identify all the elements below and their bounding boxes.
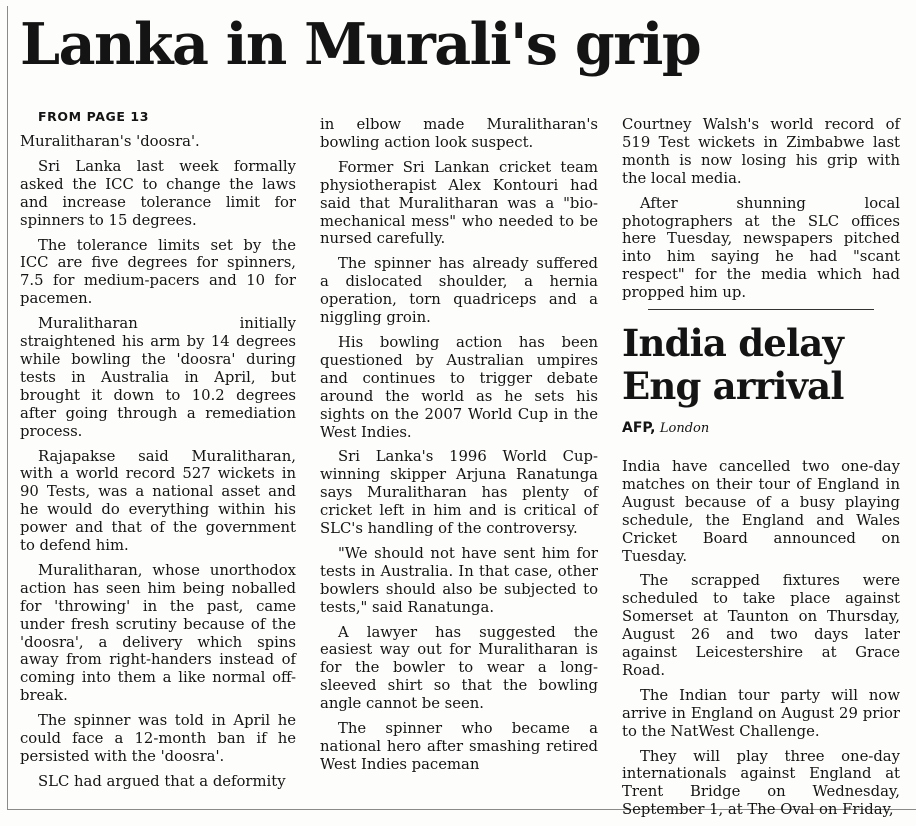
secondary-headline: [622, 322, 900, 408]
paragraph: Courtney Walsh's world record of 519 Test wickets in Zimbabwe last month is now losing his grip with the local media.: [622, 116, 900, 187]
paragraph: Muralitharan initially straightened his arm by 14 degrees while bowling the 'doosra' during tests in Australia in April, but brought it down to 10.2 degrees after going through a remediation process.: [20, 315, 296, 440]
paragraph: They will play three one-day internationals against England at Trent Bridge on Wednesday, September 1, at The Oval on Friday,: [622, 747, 900, 819]
story-divider: [648, 309, 874, 310]
article-column-1: [20, 108, 296, 798]
paragraph: The spinner was told in April he could face a 12-month ban if he persisted with the 'doosra'.: [20, 712, 296, 765]
article-column-3: [622, 116, 900, 826]
byline-place: London: [659, 421, 710, 437]
paragraph: Sri Lanka last week formally asked the ICC to change the laws and increase tolerance limit for spinners to 15 degrees.: [20, 157, 296, 229]
article-column-2: [320, 116, 598, 781]
paragraph: The tolerance limits set by the ICC are five degrees for spinners, 7.5 for medium-pacers and 10 for pacemen.: [20, 236, 296, 308]
paragraph: "We should not have sent him for tests in Australia. In that case, other bowlers should also be subjected to tests," said Ranatunga.: [320, 544, 598, 616]
paragraph: A lawyer has suggested the easiest way out for Muralitharan is for the bowler to wear a long-sleeved shirt so that the bowling angle cannot be seen.: [320, 623, 598, 713]
paragraph: Rajapakse said Muralitharan, with a world record 527 wickets in 90 Tests, was a national asset and he would do everything within his power and that of the government to defend him.: [20, 447, 296, 555]
paragraph: His bowling action has been questioned by Australian umpires and continues to trigger debate around the world as he sets his sights on the 2007 World Cup in the West Indies.: [320, 333, 598, 441]
paragraph: The spinner who became a national hero after smashing retired West Indies paceman: [320, 720, 598, 773]
paragraph: The spinner has already suffered a dislocated shoulder, a hernia operation, torn quadriceps and a niggling groin.: [320, 255, 598, 327]
byline: [622, 420, 900, 438]
paragraph: Former Sri Lankan cricket team physiotherapist Alex Kontouri had said that Muralitharan was a "bio-mechanical mess" who needed to be nursed carefully.: [320, 158, 598, 248]
secondary-headline-line-1: India delay: [622, 321, 844, 366]
paragraph: The scrapped fixtures were scheduled to take place against Somerset at Taunton on Thursday, August 26 and two days later against Leicestershire at Grace Road.: [622, 572, 900, 679]
continuation-kicker: FROM PAGE 13: [38, 109, 150, 124]
byline-agency: AFP,: [622, 420, 656, 437]
main-headline: Lanka in Murali's grip: [20, 11, 701, 78]
page-border-left: [7, 6, 8, 810]
paragraph: India have cancelled two one-day matches on their tour of England in August because of a busy playing schedule, the England and Wales Cricket Board announced on Tuesday.: [622, 457, 900, 565]
paragraph: Muralitharan's 'doosra'.: [20, 133, 200, 150]
secondary-headline-line-2: Eng arrival: [622, 364, 844, 409]
paragraph: Muralitharan, whose unorthodox action has seen him being noballed for 'throwing' in the past, came under fresh scrutiny because of the 'doosra', a delivery which spins away from right-handers instead of coming into them a like normal off-break.: [20, 561, 296, 705]
paragraph: Sri Lanka's 1996 World Cup-winning skipper Arjuna Ranatunga says Muralitharan has plenty of cricket left in him and is critical of SLC's handling of the controversy.: [320, 448, 598, 538]
paragraph: in elbow made Muralitharan's bowling action look suspect.: [320, 116, 598, 151]
paragraph: After shunning local photographers at the SLC offices here Tuesday, newspapers pitched into him saying he had "scant respect" for the media which had propped him up.: [622, 194, 900, 302]
paragraph: SLC had argued that a deformity: [38, 772, 286, 790]
paragraph: The Indian tour party will now arrive in England on August 29 prior to the NatWest Challenge.: [622, 686, 900, 740]
